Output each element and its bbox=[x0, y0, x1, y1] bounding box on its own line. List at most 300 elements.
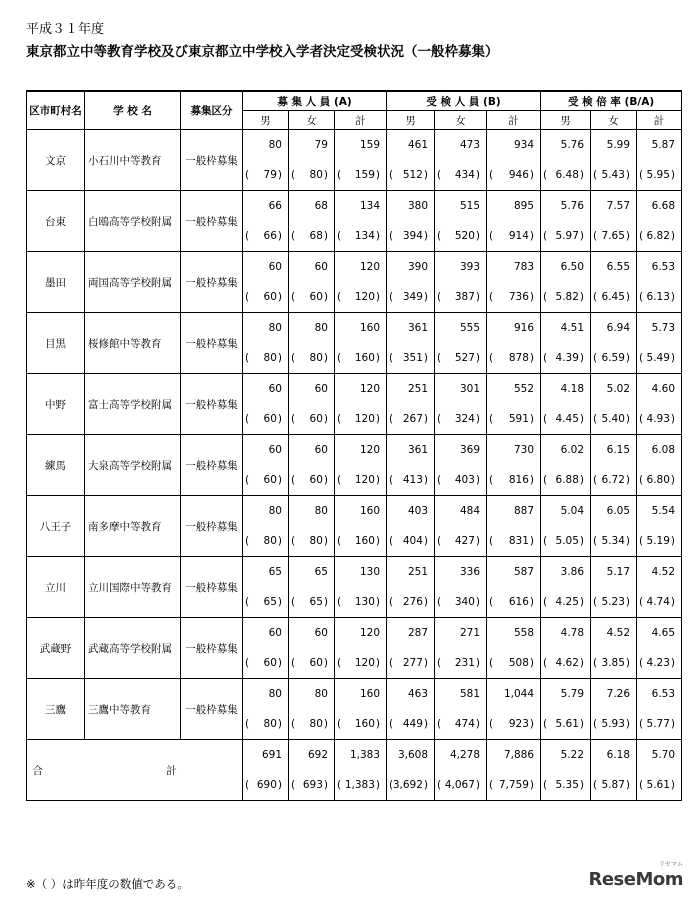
value-cell: 251 bbox=[387, 557, 435, 588]
paren-close: ) bbox=[375, 291, 381, 303]
prev-value: 6.88 bbox=[555, 474, 579, 486]
prev-value: 3.85 bbox=[601, 657, 625, 669]
value-cell: 160 bbox=[335, 313, 387, 344]
prev-value: 508 bbox=[508, 657, 529, 669]
prev-value: 914 bbox=[508, 230, 529, 242]
paren-open: ( bbox=[593, 779, 598, 791]
prev-value: 267 bbox=[402, 413, 423, 425]
paren-close: ) bbox=[323, 596, 328, 608]
value-cell: 6.94 bbox=[591, 313, 637, 344]
paren-close: ) bbox=[529, 413, 535, 425]
prev-year-value bbox=[637, 648, 682, 679]
paren-close: ) bbox=[579, 230, 585, 242]
paren-close: ) bbox=[423, 230, 429, 242]
paren-open: ( bbox=[543, 230, 548, 242]
prev-value: 474 bbox=[454, 718, 475, 730]
value-cell: 4.52 bbox=[637, 557, 682, 588]
value-cell: 80 bbox=[243, 313, 289, 344]
paren-open: ( bbox=[489, 169, 494, 181]
paren-open: ( bbox=[291, 657, 296, 669]
value-cell: 6.68 bbox=[637, 191, 682, 222]
prev-value: 4.93 bbox=[646, 413, 670, 425]
area-name: 墨田 bbox=[27, 252, 85, 313]
value-cell: 80 bbox=[289, 496, 335, 527]
prev-value: 5.61 bbox=[555, 718, 579, 730]
area-name: 中野 bbox=[27, 374, 85, 435]
prev-value: 5.23 bbox=[601, 596, 625, 608]
paren-close: ) bbox=[529, 169, 535, 181]
prev-year-value bbox=[637, 160, 682, 191]
paren-open: ( bbox=[639, 779, 644, 791]
document-title-year: 平成３１年度 bbox=[26, 22, 105, 37]
paren-open: ( bbox=[291, 535, 296, 547]
school-row bbox=[27, 374, 682, 405]
paren-open: ( bbox=[389, 596, 394, 608]
paren-open: ( bbox=[543, 535, 548, 547]
paren-close: ) bbox=[579, 779, 585, 791]
value-cell: 7,886 bbox=[487, 740, 541, 771]
paren-close: ) bbox=[529, 474, 535, 486]
school-name: 桜修館中等教育 bbox=[85, 313, 181, 374]
value-cell: 691 bbox=[243, 740, 289, 771]
prev-value: 80 bbox=[309, 169, 323, 181]
value-cell: 393 bbox=[435, 252, 487, 283]
paren-open: ( bbox=[337, 779, 342, 791]
paren-close: ) bbox=[529, 291, 535, 303]
paren-close: ) bbox=[670, 535, 676, 547]
prev-year-value bbox=[487, 465, 541, 496]
paren-close: ) bbox=[323, 230, 328, 242]
paren-open: ( bbox=[489, 779, 494, 791]
prev-year-value bbox=[289, 343, 335, 374]
prev-value: 690 bbox=[256, 779, 277, 791]
school-name: 富士高等学校附属 bbox=[85, 374, 181, 435]
paren-open: ( bbox=[543, 779, 548, 791]
prev-value: 5.34 bbox=[601, 535, 625, 547]
prev-year-value bbox=[387, 343, 435, 374]
prev-value: 6.80 bbox=[646, 474, 670, 486]
paren-close: ) bbox=[529, 718, 535, 730]
prev-year-value bbox=[487, 221, 541, 252]
prev-year-value bbox=[435, 709, 487, 740]
prev-year-value bbox=[487, 343, 541, 374]
prev-value: 4.62 bbox=[555, 657, 579, 669]
paren-open: ( bbox=[245, 596, 250, 608]
paren-open: ( bbox=[291, 596, 296, 608]
paren-close: ) bbox=[625, 352, 631, 364]
area-name: 武蔵野 bbox=[27, 618, 85, 679]
paren-close: ) bbox=[323, 718, 328, 730]
school-name: 白鴎高等学校附属 bbox=[85, 191, 181, 252]
paren-open: ( bbox=[291, 718, 296, 730]
value-cell: 5.73 bbox=[637, 313, 682, 344]
prev-year-value bbox=[289, 465, 335, 496]
paren-close: ) bbox=[670, 169, 676, 181]
paren-open: ( bbox=[437, 230, 442, 242]
value-cell: 692 bbox=[289, 740, 335, 771]
value-cell: 484 bbox=[435, 496, 487, 527]
paren-close: ) bbox=[277, 291, 282, 303]
value-cell: 120 bbox=[335, 374, 387, 405]
prev-value: 80 bbox=[309, 535, 323, 547]
prev-year-value bbox=[435, 160, 487, 191]
prev-value: 616 bbox=[508, 596, 529, 608]
prev-year-value bbox=[487, 404, 541, 435]
prev-value: 276 bbox=[402, 596, 423, 608]
prev-year-value bbox=[591, 160, 637, 191]
value-cell: 120 bbox=[335, 618, 387, 649]
value-cell: 380 bbox=[387, 191, 435, 222]
prev-year-value bbox=[541, 221, 591, 252]
prev-value: 68 bbox=[309, 230, 323, 242]
prev-value: 4.39 bbox=[555, 352, 579, 364]
school-row bbox=[27, 313, 682, 344]
prev-year-value bbox=[435, 221, 487, 252]
prev-value: 831 bbox=[508, 535, 529, 547]
paren-close: ) bbox=[475, 352, 481, 364]
prev-value: 60 bbox=[309, 657, 323, 669]
paren-open: ( bbox=[337, 413, 342, 425]
paren-close: ) bbox=[475, 169, 481, 181]
prev-year-value bbox=[435, 465, 487, 496]
header-quota: 募 集 人 員 (A) bbox=[243, 91, 387, 111]
prev-year-value bbox=[289, 221, 335, 252]
header-total: 計 bbox=[637, 111, 682, 130]
paren-open: ( bbox=[593, 474, 598, 486]
paren-close: ) bbox=[579, 352, 585, 364]
school-name: 三鷹中等教育 bbox=[85, 679, 181, 740]
value-cell: 4.65 bbox=[637, 618, 682, 649]
prev-value: 4.25 bbox=[555, 596, 579, 608]
paren-open: ( bbox=[245, 413, 250, 425]
paren-close: ) bbox=[277, 718, 282, 730]
paren-open: ( bbox=[389, 230, 394, 242]
value-cell: 79 bbox=[289, 130, 335, 161]
value-cell: 80 bbox=[243, 679, 289, 710]
prev-value: 5.87 bbox=[601, 779, 625, 791]
prev-year-value bbox=[591, 465, 637, 496]
paren-open: ( bbox=[389, 474, 394, 486]
prev-year-value bbox=[335, 648, 387, 679]
paren-close: ) bbox=[579, 474, 585, 486]
paren-close: ) bbox=[323, 352, 328, 364]
paren-close: ) bbox=[670, 352, 676, 364]
value-cell: 120 bbox=[335, 252, 387, 283]
prev-year-value bbox=[335, 160, 387, 191]
prev-year-value bbox=[243, 709, 289, 740]
prev-value: 60 bbox=[309, 474, 323, 486]
paren-open: ( bbox=[489, 718, 494, 730]
header-total: 計 bbox=[335, 111, 387, 130]
paren-close: ) bbox=[375, 596, 381, 608]
paren-open: ( bbox=[639, 535, 644, 547]
value-cell: 5.99 bbox=[591, 130, 637, 161]
paren-close: ) bbox=[625, 291, 631, 303]
paren-open: ( bbox=[245, 291, 250, 303]
prev-year-value bbox=[487, 282, 541, 313]
prev-year-value bbox=[591, 587, 637, 618]
paren-close: ) bbox=[475, 779, 481, 791]
paren-open: ( bbox=[639, 413, 644, 425]
paren-open: ( bbox=[337, 474, 342, 486]
value-cell: 80 bbox=[289, 313, 335, 344]
paren-open: ( bbox=[245, 657, 250, 669]
paren-close: ) bbox=[423, 413, 429, 425]
paren-open: ( bbox=[593, 718, 598, 730]
paren-open: ( bbox=[337, 230, 342, 242]
value-cell: 5.02 bbox=[591, 374, 637, 405]
value-cell: 5.22 bbox=[541, 740, 591, 771]
prev-value: 4.74 bbox=[646, 596, 670, 608]
prev-year-value bbox=[637, 465, 682, 496]
prev-year-value bbox=[487, 160, 541, 191]
value-cell: 159 bbox=[335, 130, 387, 161]
prev-year-value bbox=[335, 221, 387, 252]
value-cell: 65 bbox=[243, 557, 289, 588]
paren-close: ) bbox=[375, 657, 381, 669]
prev-value: 6.59 bbox=[601, 352, 625, 364]
prev-value: 60 bbox=[263, 474, 277, 486]
prev-value: 5.19 bbox=[646, 535, 670, 547]
school-row bbox=[27, 191, 682, 222]
paren-open: ( bbox=[245, 535, 250, 547]
paren-close: ) bbox=[323, 474, 328, 486]
prev-year-value bbox=[335, 526, 387, 557]
value-cell: 6.08 bbox=[637, 435, 682, 466]
value-cell: 587 bbox=[487, 557, 541, 588]
paren-open: ( bbox=[639, 230, 644, 242]
value-cell: 60 bbox=[243, 374, 289, 405]
paren-close: ) bbox=[670, 779, 676, 791]
prev-value: 130 bbox=[354, 596, 375, 608]
header-female: 女 bbox=[591, 111, 637, 130]
prev-value: 3,692 bbox=[392, 779, 423, 791]
prev-value: 159 bbox=[354, 169, 375, 181]
prev-value: 65 bbox=[309, 596, 323, 608]
paren-close: ) bbox=[423, 779, 429, 791]
prev-value: 6.48 bbox=[555, 169, 579, 181]
paren-close: ) bbox=[475, 230, 481, 242]
value-cell: 5.87 bbox=[637, 130, 682, 161]
prev-year-value bbox=[637, 343, 682, 374]
prev-year-value bbox=[591, 282, 637, 313]
prev-year-value bbox=[541, 770, 591, 801]
prev-year-value bbox=[435, 526, 487, 557]
paren-open: ( bbox=[489, 596, 494, 608]
prev-year-value bbox=[243, 648, 289, 679]
paren-open: ( bbox=[389, 352, 394, 364]
prev-year-value bbox=[487, 587, 541, 618]
paren-close: ) bbox=[475, 413, 481, 425]
value-cell: 5.76 bbox=[541, 130, 591, 161]
value-cell: 461 bbox=[387, 130, 435, 161]
paren-open: ( bbox=[489, 413, 494, 425]
paren-open: ( bbox=[593, 657, 598, 669]
paren-open: ( bbox=[593, 291, 598, 303]
value-cell: 730 bbox=[487, 435, 541, 466]
paren-close: ) bbox=[375, 352, 381, 364]
prev-year-value bbox=[435, 770, 487, 801]
prev-value: 120 bbox=[354, 474, 375, 486]
paren-open: ( bbox=[437, 352, 442, 364]
paren-close: ) bbox=[579, 596, 585, 608]
paren-close: ) bbox=[375, 535, 381, 547]
prev-value: 60 bbox=[309, 413, 323, 425]
paren-close: ) bbox=[625, 657, 631, 669]
paren-close: ) bbox=[323, 169, 328, 181]
prev-value: 349 bbox=[402, 291, 423, 303]
paren-close: ) bbox=[323, 291, 328, 303]
total-row bbox=[27, 740, 682, 771]
value-cell: 5.04 bbox=[541, 496, 591, 527]
prev-value: 387 bbox=[454, 291, 475, 303]
school-row bbox=[27, 496, 682, 527]
prev-year-value bbox=[637, 526, 682, 557]
value-cell: 473 bbox=[435, 130, 487, 161]
paren-close: ) bbox=[423, 474, 429, 486]
total-label: 合 計 bbox=[27, 740, 243, 801]
school-name: 立川国際中等教育 bbox=[85, 557, 181, 618]
paren-close: ) bbox=[475, 657, 481, 669]
prev-year-value bbox=[387, 770, 435, 801]
prev-year-value bbox=[289, 526, 335, 557]
prev-year-value bbox=[541, 404, 591, 435]
prev-year-value bbox=[435, 343, 487, 374]
value-cell: 60 bbox=[289, 252, 335, 283]
prev-value: 120 bbox=[354, 657, 375, 669]
paren-close: ) bbox=[475, 474, 481, 486]
prev-value: 160 bbox=[354, 352, 375, 364]
paren-close: ) bbox=[375, 230, 381, 242]
value-cell: 7.26 bbox=[591, 679, 637, 710]
prev-value: 5.97 bbox=[555, 230, 579, 242]
prev-year-value bbox=[435, 587, 487, 618]
prev-value: 5.43 bbox=[601, 169, 625, 181]
paren-close: ) bbox=[529, 230, 535, 242]
paren-open: ( bbox=[489, 474, 494, 486]
value-cell: 934 bbox=[487, 130, 541, 161]
value-cell: 160 bbox=[335, 679, 387, 710]
paren-open: ( bbox=[437, 413, 442, 425]
prev-value: 6.82 bbox=[646, 230, 670, 242]
paren-close: ) bbox=[670, 230, 676, 242]
paren-open: ( bbox=[639, 718, 644, 730]
prev-value: 512 bbox=[402, 169, 423, 181]
header-male: 男 bbox=[541, 111, 591, 130]
prev-year-value bbox=[243, 160, 289, 191]
area-name: 練馬 bbox=[27, 435, 85, 496]
prev-value: 60 bbox=[263, 657, 277, 669]
value-cell: 7.57 bbox=[591, 191, 637, 222]
value-cell: 6.53 bbox=[637, 252, 682, 283]
paren-open: ( bbox=[245, 169, 250, 181]
prev-year-value bbox=[289, 160, 335, 191]
prev-year-value bbox=[487, 526, 541, 557]
school-row bbox=[27, 679, 682, 710]
paren-close: ) bbox=[625, 169, 631, 181]
paren-open: ( bbox=[389, 779, 394, 791]
value-cell: 66 bbox=[243, 191, 289, 222]
prev-year-value bbox=[335, 343, 387, 374]
value-cell: 80 bbox=[289, 679, 335, 710]
value-cell: 552 bbox=[487, 374, 541, 405]
prev-year-value bbox=[541, 465, 591, 496]
prev-value: 413 bbox=[402, 474, 423, 486]
header-male: 男 bbox=[243, 111, 289, 130]
prev-year-value bbox=[591, 343, 637, 374]
value-cell: 515 bbox=[435, 191, 487, 222]
paren-close: ) bbox=[579, 413, 585, 425]
value-cell: 555 bbox=[435, 313, 487, 344]
paren-close: ) bbox=[277, 596, 282, 608]
paren-close: ) bbox=[423, 169, 429, 181]
prev-value: 231 bbox=[454, 657, 475, 669]
prev-year-value bbox=[387, 282, 435, 313]
paren-open: ( bbox=[593, 413, 598, 425]
prev-year-value bbox=[335, 709, 387, 740]
value-cell: 60 bbox=[243, 435, 289, 466]
prev-value: 394 bbox=[402, 230, 423, 242]
school-name: 武蔵高等学校附属 bbox=[85, 618, 181, 679]
paren-open: ( bbox=[437, 169, 442, 181]
paren-open: ( bbox=[389, 657, 394, 669]
prev-year-value bbox=[487, 648, 541, 679]
prev-value: 5.49 bbox=[646, 352, 670, 364]
paren-open: ( bbox=[245, 474, 250, 486]
paren-open: ( bbox=[389, 535, 394, 547]
paren-close: ) bbox=[529, 596, 535, 608]
paren-close: ) bbox=[375, 474, 381, 486]
category: 一般枠募集 bbox=[181, 679, 243, 740]
value-cell: 271 bbox=[435, 618, 487, 649]
prev-value: 5.93 bbox=[601, 718, 625, 730]
prev-value: 4.23 bbox=[646, 657, 670, 669]
value-cell: 895 bbox=[487, 191, 541, 222]
value-cell: 463 bbox=[387, 679, 435, 710]
paren-open: ( bbox=[389, 169, 394, 181]
paren-close: ) bbox=[277, 535, 282, 547]
paren-open: ( bbox=[543, 596, 548, 608]
paren-open: ( bbox=[639, 169, 644, 181]
paren-close: ) bbox=[423, 291, 429, 303]
prev-year-value bbox=[243, 465, 289, 496]
paren-close: ) bbox=[323, 657, 328, 669]
prev-value: 693 bbox=[302, 779, 323, 791]
prev-year-value bbox=[541, 282, 591, 313]
value-cell: 6.02 bbox=[541, 435, 591, 466]
paren-close: ) bbox=[670, 474, 676, 486]
prev-value: 878 bbox=[508, 352, 529, 364]
prev-value: 4,067 bbox=[444, 779, 475, 791]
paren-close: ) bbox=[423, 535, 429, 547]
header-area: 区市町村名 bbox=[27, 91, 85, 130]
paren-close: ) bbox=[579, 718, 585, 730]
category: 一般枠募集 bbox=[181, 435, 243, 496]
paren-open: ( bbox=[543, 474, 548, 486]
header-category: 募集区分 bbox=[181, 91, 243, 130]
prev-value: 591 bbox=[508, 413, 529, 425]
paren-open: ( bbox=[437, 718, 442, 730]
category: 一般枠募集 bbox=[181, 557, 243, 618]
prev-value: 404 bbox=[402, 535, 423, 547]
paren-open: ( bbox=[489, 230, 494, 242]
prev-value: 134 bbox=[354, 230, 375, 242]
prev-value: 160 bbox=[354, 535, 375, 547]
value-cell: 783 bbox=[487, 252, 541, 283]
value-cell: 6.50 bbox=[541, 252, 591, 283]
paren-open: ( bbox=[489, 291, 494, 303]
value-cell: 3,608 bbox=[387, 740, 435, 771]
